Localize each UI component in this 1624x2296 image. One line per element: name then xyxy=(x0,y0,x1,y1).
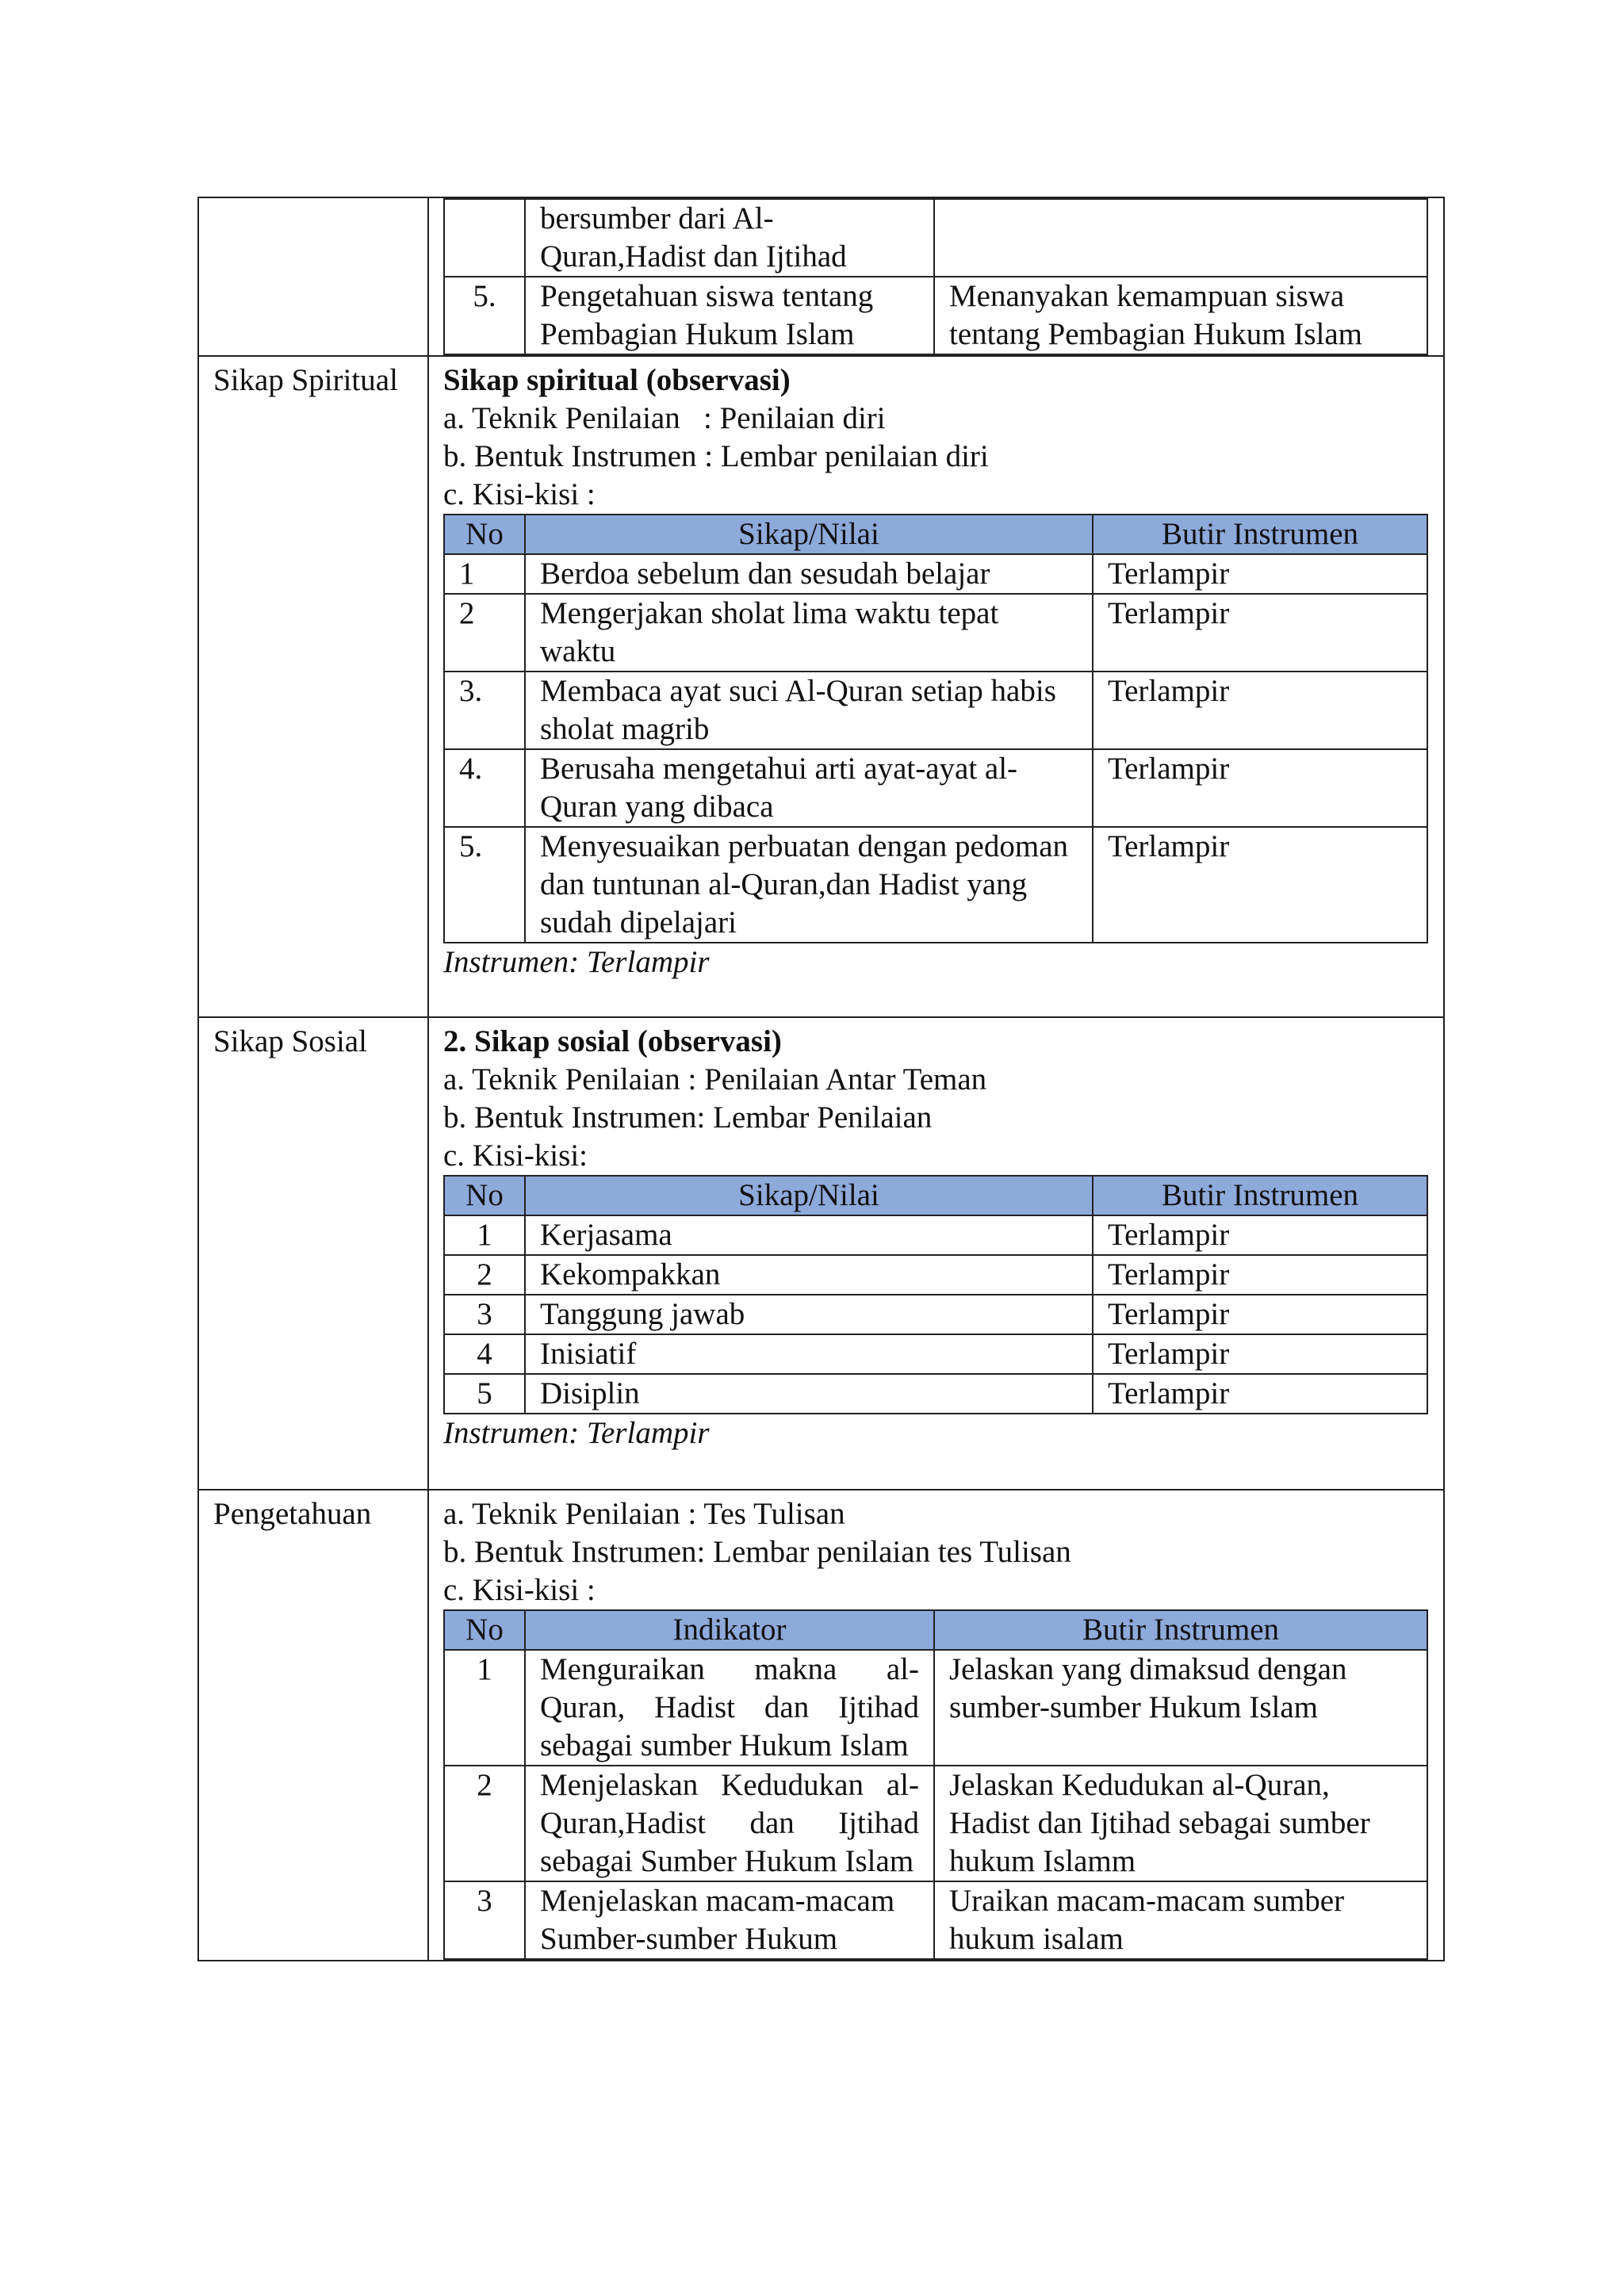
value-cell: Berusaha mengetahui arti ayat-ayat al-Quran yang dibaca xyxy=(525,749,1093,827)
row-number xyxy=(444,199,525,277)
row-number: 2 xyxy=(444,1255,525,1295)
row-number: 3 xyxy=(444,1881,525,1959)
knowledge-technique: a. Teknik Penilaian : Tes Tulisan xyxy=(443,1497,845,1531)
social-table xyxy=(443,1175,1428,1414)
social-heading: 2. Sikap sosial (observasi) xyxy=(443,1024,782,1058)
row-number: 4. xyxy=(444,749,525,827)
row-number: 3. xyxy=(444,672,525,749)
table-row xyxy=(444,594,1427,672)
table-row xyxy=(444,1215,1427,1255)
table-row xyxy=(444,827,1427,943)
header-item: Butir Instrumen xyxy=(934,1610,1427,1650)
assessment-table xyxy=(197,197,1445,1961)
value-cell: Berdoa sebelum dan sesudah belajar xyxy=(525,554,1093,594)
row-number: 2 xyxy=(444,1766,525,1881)
table-row xyxy=(444,1881,1427,1959)
header-value: Sikap/Nilai xyxy=(525,1176,1093,1215)
social-form: b. Bentuk Instrumen: Lembar Penilaian xyxy=(443,1100,933,1135)
value-cell: Tanggung jawab xyxy=(525,1295,1093,1334)
table-header xyxy=(444,1176,1427,1215)
table-row xyxy=(444,672,1427,749)
spiritual-form: b. Bentuk Instrumen : Lembar penilaian diri xyxy=(443,439,989,473)
table-row xyxy=(444,1650,1427,1766)
spiritual-heading: Sikap spiritual (observasi) xyxy=(443,363,791,397)
item-cell: Terlampir xyxy=(1093,1215,1427,1255)
row-number: 2 xyxy=(444,594,525,672)
social-note: Instrumen: Terlampir xyxy=(443,1416,710,1450)
social-label: Sikap Sosial xyxy=(198,1017,428,1490)
spiritual-content xyxy=(428,356,1444,1017)
item-cell: Terlampir xyxy=(1093,1255,1427,1295)
social-technique: a. Teknik Penilaian : Penilaian Antar Teman xyxy=(443,1062,987,1096)
item-cell: Menanyakan kemampuan siswa tentang Pembagian Hukum Islam xyxy=(934,277,1427,354)
social-content xyxy=(428,1017,1444,1490)
item-cell: Jelaskan yang dimaksud dengan sumber-sumber Hukum Islam xyxy=(934,1650,1427,1766)
continuation-label-cell xyxy=(198,197,428,356)
header-no: No xyxy=(444,515,525,554)
item-cell: Terlampir xyxy=(1093,554,1427,594)
value-cell: Kerjasama xyxy=(525,1215,1093,1255)
spiritual-label: Sikap Spiritual xyxy=(198,356,428,1017)
table-row xyxy=(444,749,1427,827)
value-cell: Mengerjakan sholat lima waktu tepat waktu xyxy=(525,594,1093,672)
indicator-cell: Pengetahuan siswa tentang Pembagian Hukum Islam xyxy=(525,277,934,354)
social-grid-label: c. Kisi-kisi: xyxy=(443,1138,588,1173)
spiritual-grid-label: c. Kisi-kisi : xyxy=(443,477,596,511)
continuation-table xyxy=(443,198,1428,355)
row-number: 3 xyxy=(444,1295,525,1334)
table-row xyxy=(444,1255,1427,1295)
header-value: Sikap/Nilai xyxy=(525,515,1093,554)
value-cell: Membaca ayat suci Al-Quran setiap habis sholat magrib xyxy=(525,672,1093,749)
row-number: 5 xyxy=(444,1374,525,1414)
table-row xyxy=(444,1295,1427,1334)
value-cell: Menyesuaikan perbuatan dengan pedoman dan tuntunan al-Quran,dan Hadist yang sudah dipelajari xyxy=(525,827,1093,943)
header-item: Butir Instrumen xyxy=(1093,515,1427,554)
table-row xyxy=(444,1766,1427,1881)
item-cell: Terlampir xyxy=(1093,672,1427,749)
value-cell: Kekompakkan xyxy=(525,1255,1093,1295)
header-item: Butir Instrumen xyxy=(1093,1176,1427,1215)
item-cell: Terlampir xyxy=(1093,1374,1427,1414)
row-number: 5. xyxy=(444,827,525,943)
row-number: 1 xyxy=(444,1650,525,1766)
table-row xyxy=(444,1374,1427,1414)
value-cell: Disiplin xyxy=(525,1374,1093,1414)
table-row xyxy=(444,199,1427,277)
table-row xyxy=(444,554,1427,594)
value-cell: Inisiatif xyxy=(525,1334,1093,1374)
knowledge-form: b. Bentuk Instrumen: Lembar penilaian tes Tulisan xyxy=(443,1535,1071,1569)
header-indicator: Indikator xyxy=(525,1610,934,1650)
item-cell xyxy=(934,199,1427,277)
table-row xyxy=(444,277,1427,354)
item-cell: Uraikan macam-macam sumber hukum isalam xyxy=(934,1881,1427,1959)
indicator-cell: Menjelaskan macam-macam Sumber-sumber Hukum xyxy=(525,1881,934,1959)
knowledge-table xyxy=(443,1609,1428,1960)
item-cell: Terlampir xyxy=(1093,749,1427,827)
indicator-cell: Menjelaskan Kedudukan al-Quran,Hadist dan Ijtihad sebagai Sumber Hukum Islam xyxy=(525,1766,934,1881)
header-no: No xyxy=(444,1610,525,1650)
spiritual-row xyxy=(198,356,1444,1017)
row-number: 1 xyxy=(444,554,525,594)
knowledge-grid-label: c. Kisi-kisi : xyxy=(443,1573,596,1607)
spiritual-table xyxy=(443,514,1428,943)
row-number: 1 xyxy=(444,1215,525,1255)
row-number: 4 xyxy=(444,1334,525,1374)
indicator-cell: bersumber dari Al-Quran,Hadist dan Ijtihad xyxy=(525,199,934,277)
continuation-row xyxy=(198,197,1444,356)
item-cell: Jelaskan Kedudukan al-Quran, Hadist dan Ijtihad sebagai sumber hukum Islamm xyxy=(934,1766,1427,1881)
table-header xyxy=(444,1610,1427,1650)
item-cell: Terlampir xyxy=(1093,594,1427,672)
social-row xyxy=(198,1017,1444,1490)
header-no: No xyxy=(444,1176,525,1215)
item-cell: Terlampir xyxy=(1093,1334,1427,1374)
item-cell: Terlampir xyxy=(1093,827,1427,943)
continuation-content-cell xyxy=(428,197,1444,356)
knowledge-label: Pengetahuan xyxy=(198,1490,428,1961)
spiritual-technique: a. Teknik Penilaian : Penilaian diri xyxy=(443,401,886,435)
table-header xyxy=(444,515,1427,554)
spiritual-note: Instrumen: Terlampir xyxy=(443,945,710,979)
assessment-document xyxy=(197,197,1443,1961)
indicator-cell: Menguraikan makna al-Quran, Hadist dan Ijtihad sebagai sumber Hukum Islam xyxy=(525,1650,934,1766)
row-number: 5. xyxy=(444,277,525,354)
table-row xyxy=(444,1334,1427,1374)
item-cell: Terlampir xyxy=(1093,1295,1427,1334)
knowledge-row xyxy=(198,1490,1444,1961)
knowledge-content xyxy=(428,1490,1444,1961)
